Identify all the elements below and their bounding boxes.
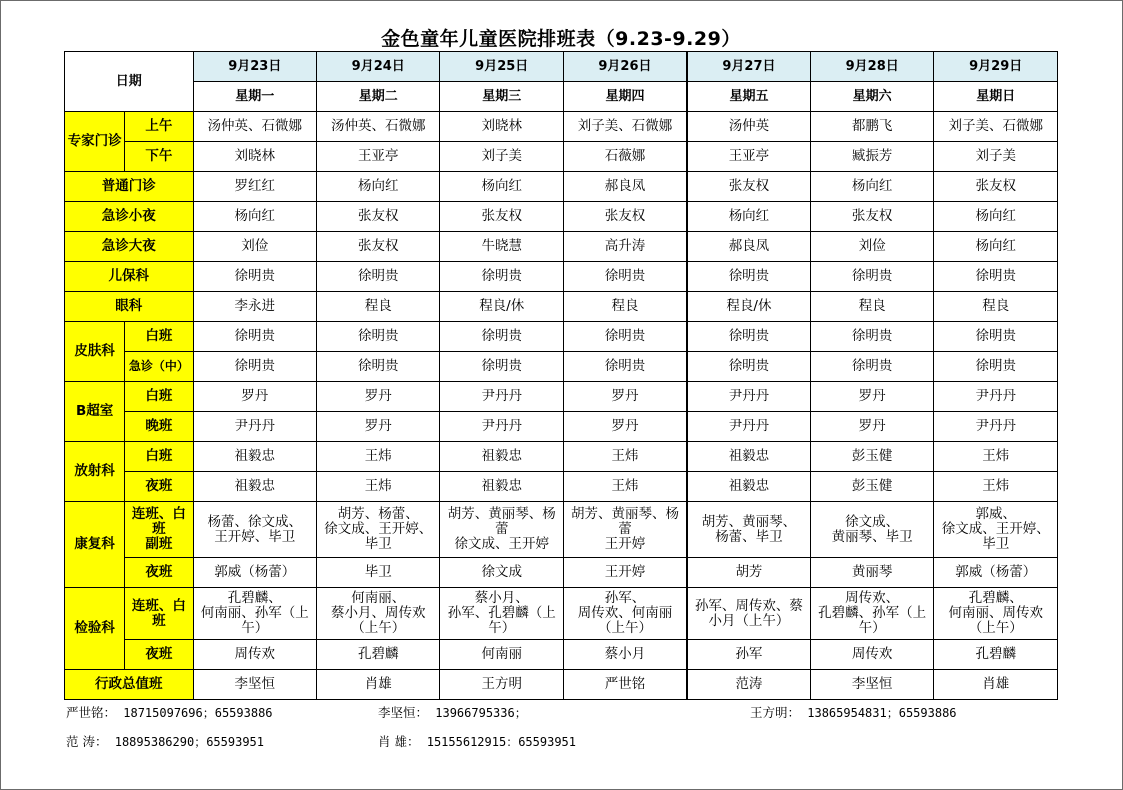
schedule-cell: 何南丽、 蔡小月、周传欢 （上午） [317,588,440,640]
schedule-cell: 臧振芳 [810,142,933,172]
schedule-cell: 郭威（杨蕾） [934,558,1058,588]
dept-label: 急诊大夜 [65,232,194,262]
schedule-cell: 程良/休 [687,292,810,322]
schedule-cell: 程良 [317,292,440,322]
schedule-cell: 汤仲英、石微娜 [317,112,440,142]
day-header: 9月23日 [193,52,316,82]
table-row [65,442,1058,472]
schedule-cell: 孔碧麟 [934,640,1058,670]
contact-entry [66,732,264,750]
schedule-cell: 毕卫 [317,558,440,588]
schedule-cell: 罗丹 [810,412,933,442]
schedule-cell: 祖毅忠 [440,442,563,472]
schedule-cell: 徐明贵 [440,262,563,292]
table-row [65,588,1058,640]
schedule-cell: 张友权 [317,202,440,232]
shift-label: 白班 [125,382,193,412]
page-title: 金色童年儿童医院排班表（9.23-9.29） [381,28,741,50]
schedule-cell: 王开婷 [563,558,686,588]
shift-label: 下午 [125,142,193,172]
schedule-cell: 祖毅忠 [440,472,563,502]
shift-label: 上午 [125,112,193,142]
schedule-cell: 程良/休 [440,292,563,322]
dept-label: 检验科 [65,588,125,670]
weekday-header: 星期五 [687,82,810,112]
contact-phone: 13966795336； [435,706,527,720]
shift-label: 夜班 [125,558,193,588]
schedule-cell: 王炜 [934,442,1058,472]
schedule-cell: 徐明贵 [810,262,933,292]
schedule-cell: 彭玉健 [810,472,933,502]
table-row [65,640,1058,670]
schedule-cell: 张友权 [810,202,933,232]
day-header: 9月27日 [687,52,810,82]
schedule-cell: 汤仲英、石微娜 [193,112,316,142]
contact-entry [378,703,527,721]
table-row [65,232,1058,262]
schedule-cell: 祖毅忠 [687,442,810,472]
schedule-cell: 杨向红 [440,172,563,202]
dept-label: 行政总值班 [65,670,194,700]
schedule-cell: 刘子美 [934,142,1058,172]
schedule-cell: 尹丹丹 [440,382,563,412]
schedule-cell: 刘晓林 [193,142,316,172]
schedule-table [64,51,1058,700]
schedule-cell: 肖雄 [317,670,440,700]
table-row [65,262,1058,292]
schedule-cell: 徐明贵 [563,262,686,292]
schedule-cell: 王炜 [563,442,686,472]
schedule-cell: 张友权 [563,202,686,232]
schedule-cell: 徐文成、 黄丽琴、毕卫 [810,502,933,558]
schedule-cell: 孙军 [687,640,810,670]
contact-entry [66,703,273,721]
dept-label: 眼科 [65,292,194,322]
table-row [65,670,1058,700]
schedule-cell: 徐明贵 [317,322,440,352]
schedule-cell: 郭威、 徐文成、王开婷、 毕卫 [934,502,1058,558]
weekday-header: 星期日 [934,82,1058,112]
schedule-cell: 杨向红 [934,202,1058,232]
dept-label: 康复科 [65,502,125,588]
schedule-cell: 罗丹 [317,382,440,412]
schedule-cell: 尹丹丹 [687,412,810,442]
dept-label: 儿保科 [65,262,194,292]
contact-phone: 13865954831；65593886 [807,706,957,720]
weekday-header: 星期六 [810,82,933,112]
schedule-cell: 杨蕾、徐文成、 王开婷、毕卫 [193,502,316,558]
schedule-cell: 周传欢、 孔碧麟、孙军（上午） [810,588,933,640]
schedule-cell: 徐明贵 [440,322,563,352]
schedule-cell: 周传欢 [810,640,933,670]
schedule-cell: 张友权 [317,232,440,262]
schedule-cell: 李永进 [193,292,316,322]
schedule-cell: 王亚亭 [687,142,810,172]
schedule-cell: 高升涛 [563,232,686,262]
weekday-header: 星期一 [193,82,316,112]
schedule-cell: 孙军、 周传欢、何南丽 （上午） [563,588,686,640]
schedule-cell: 罗红红 [193,172,316,202]
schedule-cell: 徐明贵 [687,352,810,382]
schedule-cell: 徐明贵 [317,262,440,292]
table-row [65,352,1058,382]
schedule-cell: 杨向红 [317,172,440,202]
schedule-cell: 刘子美、石微娜 [934,112,1058,142]
schedule-cell: 杨向红 [810,172,933,202]
schedule-cell: 罗丹 [317,412,440,442]
day-header: 9月25日 [440,52,563,82]
schedule-cell: 范涛 [687,670,810,700]
schedule-cell: 徐明贵 [317,352,440,382]
schedule-cell: 孔碧麟、 何南丽、孙军（上午） [193,588,316,640]
schedule-cell: 罗丹 [563,412,686,442]
schedule-cell: 刘俭 [193,232,316,262]
shift-label: 夜班 [125,472,193,502]
contact-name: 李坚恒： [378,705,429,720]
schedule-cell: 杨向红 [934,232,1058,262]
table-row [65,142,1058,172]
schedule-cell: 李坚恒 [193,670,316,700]
schedule-cell: 尹丹丹 [440,412,563,442]
schedule-cell: 尹丹丹 [193,412,316,442]
day-header: 9月26日 [563,52,686,82]
schedule-cell: 肖雄 [934,670,1058,700]
schedule-cell: 何南丽 [440,640,563,670]
header-date-row [65,52,1058,82]
schedule-cell: 孔碧麟、 何南丽、周传欢 （上午） [934,588,1058,640]
schedule-cell: 程良 [934,292,1058,322]
weekday-header: 星期四 [563,82,686,112]
weekday-header: 星期三 [440,82,563,112]
schedule-cell: 徐明贵 [193,322,316,352]
schedule-cell: 周传欢 [193,640,316,670]
schedule-cell: 王炜 [317,472,440,502]
schedule-cell: 蔡小月 [563,640,686,670]
contact-entry [750,703,957,721]
schedule-cell: 汤仲英 [687,112,810,142]
day-header: 9月28日 [810,52,933,82]
schedule-cell: 郭威（杨蕾） [193,558,316,588]
schedule-cell: 黄丽琴 [810,558,933,588]
shift-label: 白班 [125,442,193,472]
schedule-cell: 胡芳 [687,558,810,588]
schedule-cell: 徐明贵 [934,262,1058,292]
shift-label: 夜班 [125,640,193,670]
contact-name: 肖 雄： [378,734,420,749]
schedule-cell: 杨向红 [193,202,316,232]
dept-label: 皮肤科 [65,322,125,382]
schedule-cell: 徐明贵 [193,262,316,292]
schedule-cell: 徐明贵 [687,262,810,292]
schedule-cell: 徐明贵 [563,322,686,352]
schedule-cell: 罗丹 [193,382,316,412]
schedule-cell: 刘俭 [810,232,933,262]
schedule-cell: 王炜 [563,472,686,502]
table-row [65,112,1058,142]
schedule-cell: 徐明贵 [440,352,563,382]
schedule-cell: 孙军、周传欢、蔡小月（上午） [687,588,810,640]
schedule-cell: 徐明贵 [563,352,686,382]
contact-phone: 15155612915：65593951 [426,735,576,749]
schedule-cell: 尹丹丹 [934,412,1058,442]
schedule-cell: 程良 [563,292,686,322]
dept-label: 专家门诊 [65,112,125,172]
shift-label: 急诊（中） [125,352,193,382]
dept-label: B超室 [65,382,125,442]
dept-label: 放射科 [65,442,125,502]
shift-label: 晚班 [125,412,193,442]
schedule-cell: 尹丹丹 [934,382,1058,412]
table-row [65,412,1058,442]
schedule-cell: 徐明贵 [810,322,933,352]
schedule-cell: 刘子美 [440,142,563,172]
schedule-cell: 蔡小月、 孙军、孔碧麟（上午） [440,588,563,640]
dept-label: 普通门诊 [65,172,194,202]
contact-name: 严世铭： [66,705,117,720]
schedule-cell: 徐明贵 [934,322,1058,352]
schedule-cell: 胡芳、杨蕾、 徐文成、王开婷、 毕卫 [317,502,440,558]
table-row [65,472,1058,502]
schedule-cell: 张友权 [934,172,1058,202]
header-weekday-row [65,82,1058,112]
schedule-cell: 胡芳、黄丽琴、杨蕾 王开婷 [563,502,686,558]
day-header: 9月29日 [934,52,1058,82]
schedule-cell: 张友权 [687,172,810,202]
schedule-cell: 尹丹丹 [687,382,810,412]
schedule-cell: 张友权 [440,202,563,232]
table-row [65,292,1058,322]
schedule-cell: 程良 [810,292,933,322]
shift-label: 连班、白班 [125,588,193,640]
table-row [65,502,1058,558]
schedule-cell: 祖毅忠 [193,472,316,502]
schedule-cell: 王炜 [934,472,1058,502]
table-row [65,202,1058,232]
schedule-cell: 祖毅忠 [193,442,316,472]
date-header: 日期 [65,52,194,112]
dept-label: 急诊小夜 [65,202,194,232]
schedule-cell: 刘子美、石微娜 [563,112,686,142]
contact-entry [378,732,576,750]
contact-name: 王方明： [750,705,801,720]
schedule-cell: 徐明贵 [687,322,810,352]
schedule-cell: 都鹏飞 [810,112,933,142]
schedule-cell: 石薇娜 [563,142,686,172]
schedule-cell: 罗丹 [810,382,933,412]
schedule-cell: 徐明贵 [193,352,316,382]
schedule-cell: 罗丹 [563,382,686,412]
schedule-cell: 徐明贵 [934,352,1058,382]
table-row [65,172,1058,202]
schedule-cell: 徐文成 [440,558,563,588]
schedule-cell: 郝良凤 [563,172,686,202]
schedule-cell: 刘晓林 [440,112,563,142]
schedule-cell: 杨向红 [687,202,810,232]
schedule-cell: 牛晓慧 [440,232,563,262]
schedule-cell: 李坚恒 [810,670,933,700]
day-header: 9月24日 [317,52,440,82]
schedule-cell: 孔碧麟 [317,640,440,670]
shift-label: 连班、白班 副班 [125,502,193,558]
shift-label: 白班 [125,322,193,352]
schedule-cell: 祖毅忠 [687,472,810,502]
schedule-cell: 郝良凤 [687,232,810,262]
contact-phone: 18715097696；65593886 [123,706,273,720]
schedule-cell: 胡芳、黄丽琴、 杨蕾、毕卫 [687,502,810,558]
schedule-cell: 王炜 [317,442,440,472]
weekday-header: 星期二 [317,82,440,112]
contact-name: 范 涛： [66,734,108,749]
schedule-cell: 王方明 [440,670,563,700]
table-row [65,558,1058,588]
contact-phone: 18895386290；65593951 [114,735,264,749]
schedule-cell: 胡芳、黄丽琴、杨蕾 徐文成、王开婷 [440,502,563,558]
table-row [65,322,1058,352]
table-row [65,382,1058,412]
schedule-cell: 徐明贵 [810,352,933,382]
schedule-cell: 王亚亭 [317,142,440,172]
schedule-cell: 彭玉健 [810,442,933,472]
schedule-cell: 严世铭 [563,670,686,700]
